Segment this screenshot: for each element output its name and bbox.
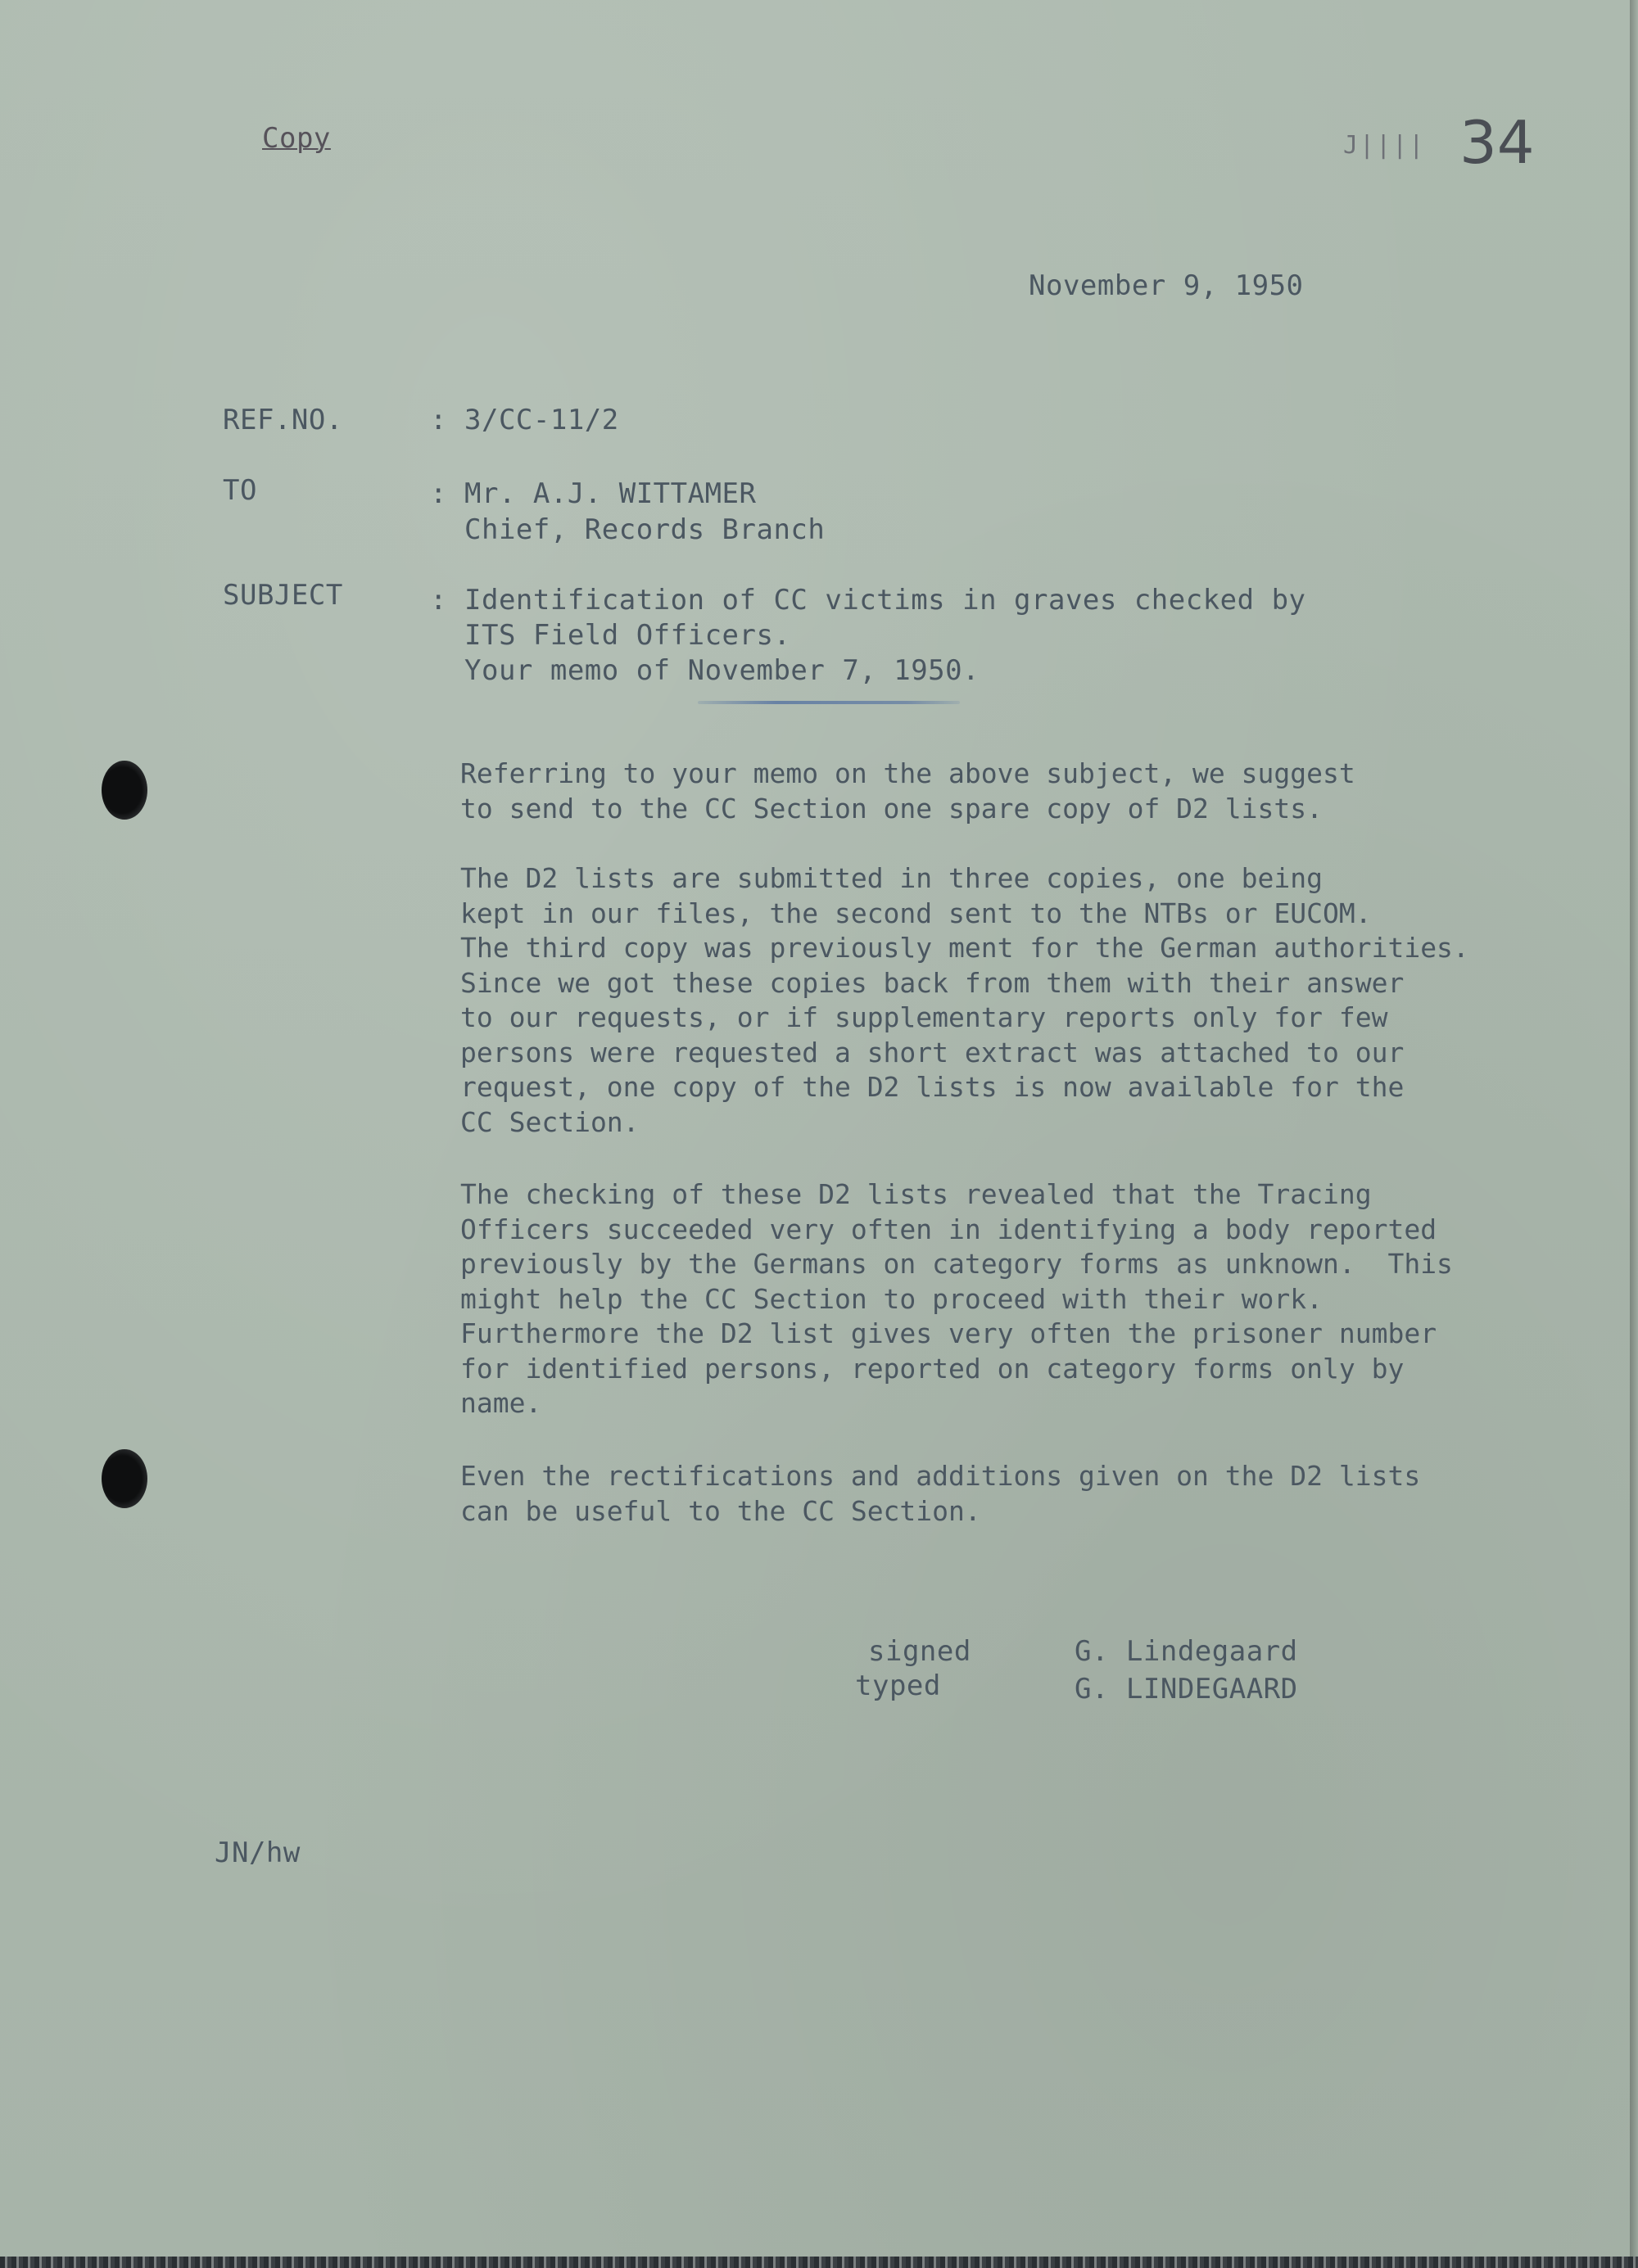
ref-no-value: 3/CC-11/2 — [464, 404, 619, 436]
to-recipient-name: Mr. A.J. WITTAMER — [464, 477, 757, 510]
body-paragraph-1: Referring to your memo on the above subject, we suggest to send to the CC Section one spare copy of D2 lists. — [460, 757, 1355, 825]
ref-no-colon: : — [430, 404, 447, 436]
typist-initials: JN/hw — [215, 1837, 301, 1869]
subject-label: SUBJECT — [223, 579, 343, 612]
subject-line-2: ITS Field Officers. — [464, 619, 791, 652]
punch-hole-bottom — [102, 1449, 147, 1508]
ref-no-label: REF.NO. — [223, 404, 343, 436]
subject-line-3: Your memo of November 7, 1950. — [464, 654, 980, 687]
body-paragraph-3: The checking of these D2 lists revealed that the Tracing Officers succeeded very often in identifying a body reported previously by the Germans on category forms as unknown. This might help the CC Section to proceed with their work. Furthermore the D2 list gives very often the prisoner number for identified persons, reported on category forms only by name. — [460, 1178, 1453, 1419]
signed-name: G. Lindegaard — [1075, 1635, 1298, 1668]
page-number: 34 — [1459, 108, 1535, 177]
copy-label: Copy — [262, 122, 331, 155]
to-recipient-title: Chief, Records Branch — [464, 513, 826, 546]
body-paragraph-2: The D2 lists are submitted in three copies, one being kept in our files, the second sent to the NTBs or EUCOM. The third copy was previously ment for the German authorities. Since we got these copies back from them with their answer to our requests, or if supplementary reports only for few persons were requested a short extract was attached to our request, one copy of the D2 lists is now available for the CC Section. — [460, 862, 1469, 1138]
signed-label: signed — [868, 1635, 971, 1668]
page-edge-shadow — [1630, 0, 1638, 2268]
body-paragraph-4: Even the rectifications and additions given on the D2 lists can be useful to the CC Section. — [460, 1460, 1421, 1527]
document-date: November 9, 1950 — [1029, 269, 1304, 302]
pen-underline-mark — [698, 701, 960, 704]
scan-bottom-edge — [0, 2257, 1638, 2268]
subject-colon: : — [430, 584, 447, 617]
subject-line-1: Identification of CC victims in graves checked by — [464, 584, 1306, 617]
to-label: TO — [223, 474, 257, 507]
typed-name: G. LINDEGAARD — [1075, 1673, 1298, 1706]
punch-hole-top — [102, 761, 147, 820]
faint-stamp-mark: J|||| — [1343, 131, 1426, 160]
typed-label: typed — [855, 1669, 941, 1702]
to-colon: : — [430, 477, 447, 510]
